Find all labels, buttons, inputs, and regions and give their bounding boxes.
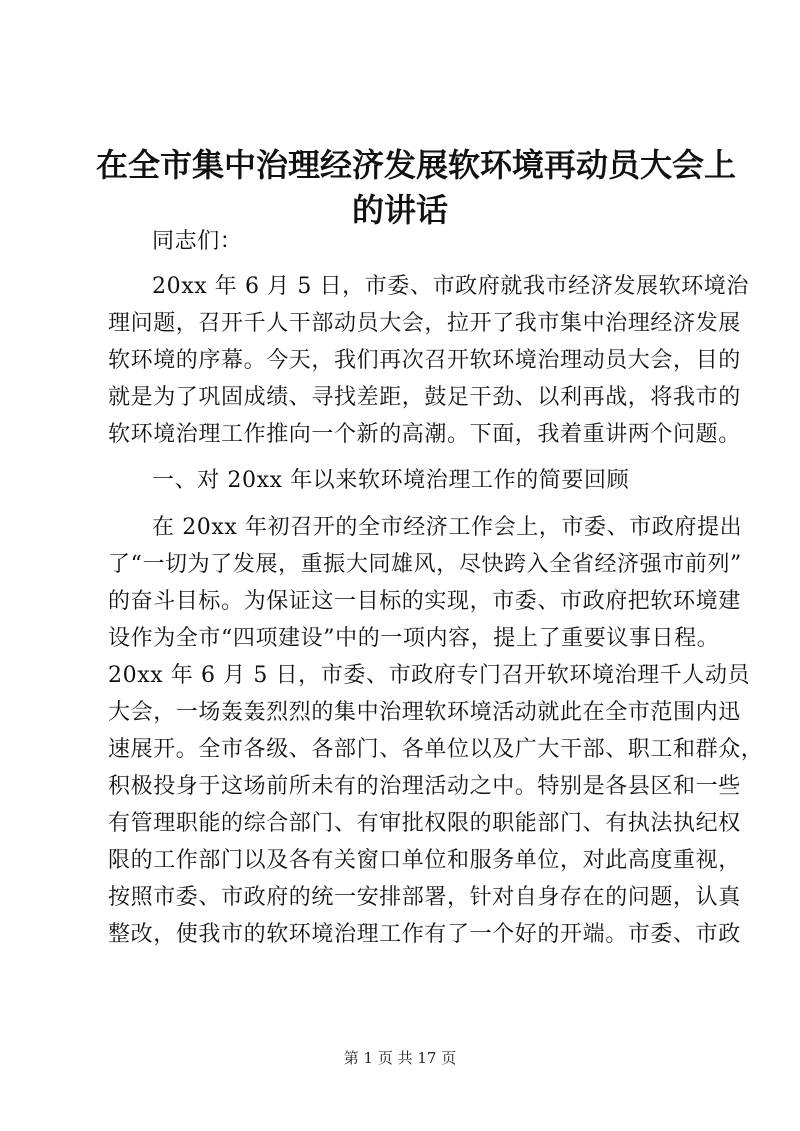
body-line: 软环境的序幕。今天，我们再次召开软环境治理动员大会，目的 <box>108 348 741 373</box>
body-line: 大会，一场轰轰烈烈的集中治理软环境活动就此在全市范围内迅 <box>108 700 741 725</box>
body-line: 20xx 年 6 月 5 日，市委、市政府就我市经济发展软环境治 <box>152 274 749 299</box>
document-title-line-2: 的讲话 <box>351 191 448 229</box>
body-line: 的奋斗目标。为保证这一目标的实现，市委、市政府把软环境建 <box>108 589 741 614</box>
document-title-line-1: 在全市集中治理经济发展软环境再动员大会上 <box>96 146 737 184</box>
section-heading: 一、对 20xx 年以来软环境治理工作的简要回顾 <box>152 468 630 493</box>
body-line: 限的工作部门以及各有关窗口单位和服务单位，对此高度重视， <box>108 848 741 873</box>
body-line: 在 20xx 年初召开的全市经济工作会上，市委、市政府提出 <box>152 515 743 540</box>
body-line: 整改，使我市的软环境治理工作有了一个好的开端。市委、市政 <box>108 922 741 947</box>
body-line: 速展开。全市各级、各部门、各单位以及广大干部、职工和群众， <box>108 737 764 762</box>
salutation: 同志们： <box>152 229 243 254</box>
body-line: 软环境治理工作推向一个新的高潮。下面，我着重讲两个问题。 <box>108 422 741 447</box>
page-number-footer: 第 1 页 共 17 页 <box>343 1049 457 1067</box>
body-line: 按照市委、市政府的统一安排部署，针对自身存在的问题，认真 <box>108 885 741 910</box>
body-line: 设作为全市“四项建设”中的一项内容，提上了重要议事日程。 <box>108 626 720 651</box>
body-line: 积极投身于这场前所未有的治理活动之中。特别是各县区和一些 <box>108 774 741 799</box>
body-line: 理问题，召开千人干部动员大会，拉开了我市集中治理经济发展 <box>108 311 741 336</box>
body-line: 就是为了巩固成绩、寻找差距，鼓足干劲、以利再战，将我市的 <box>108 385 741 410</box>
body-line: 有管理职能的综合部门、有审批权限的职能部门、有执法执纪权 <box>108 811 741 836</box>
body-line: 了“一切为了发展，重振大同雄风，尽快跨入全省经济强市前列” <box>108 552 742 577</box>
body-line: 20xx 年 6 月 5 日，市委、市政府专门召开软环境治理千人动员 <box>108 663 751 688</box>
